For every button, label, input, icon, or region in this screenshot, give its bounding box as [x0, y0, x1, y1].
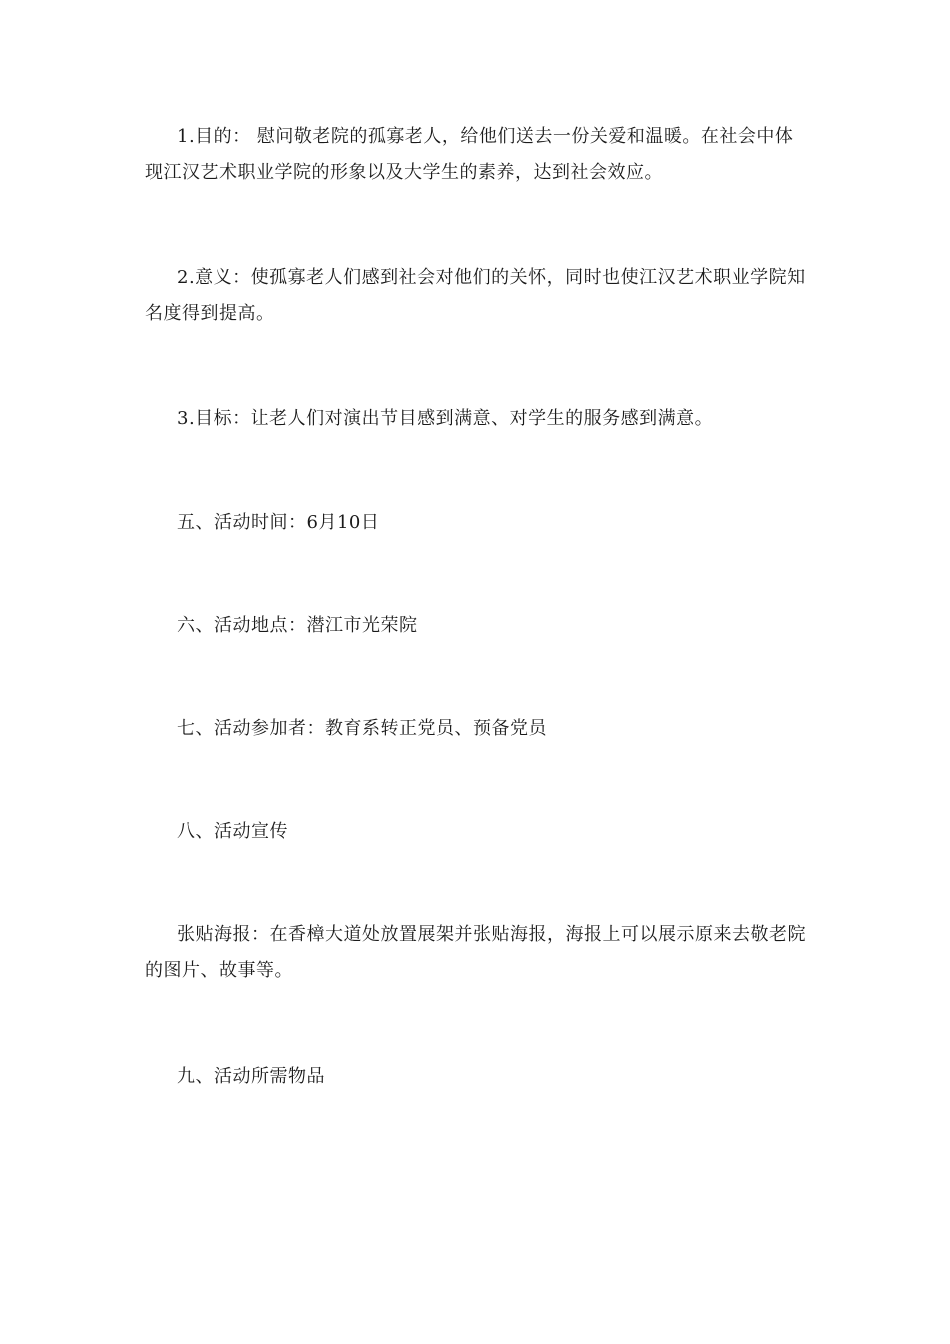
purpose-paragraph: 1.目的： 慰问敬老院的孤寡老人，给他们送去一份关爱和温暖。在社会中体现江汉艺术职业学院的形象以及大学生的素养，达到社会效应。 [145, 126, 794, 183]
goal-paragraph: 3.目标：让老人们对演出节目感到满意、对学生的服务感到满意。 [177, 408, 714, 429]
poster-paragraph: 张贴海报：在香樟大道处放置展架并张贴海报，海报上可以展示原来去敬老院的图片、故事等。 [145, 924, 806, 981]
activity-promotion-heading: 八、活动宣传 [177, 821, 288, 842]
activity-time-heading: 五、活动时间：6月10日 [177, 512, 380, 533]
significance-paragraph: 2.意义：使孤寡老人们感到社会对他们的关怀，同时也使江汉艺术职业学院知名度得到提高。 [145, 267, 806, 324]
activity-location-heading: 六、活动地点：潜江市光荣院 [177, 615, 418, 636]
activity-participants-heading: 七、活动参加者：教育系转正党员、预备党员 [177, 718, 547, 739]
required-items-heading: 九、活动所需物品 [177, 1066, 325, 1087]
